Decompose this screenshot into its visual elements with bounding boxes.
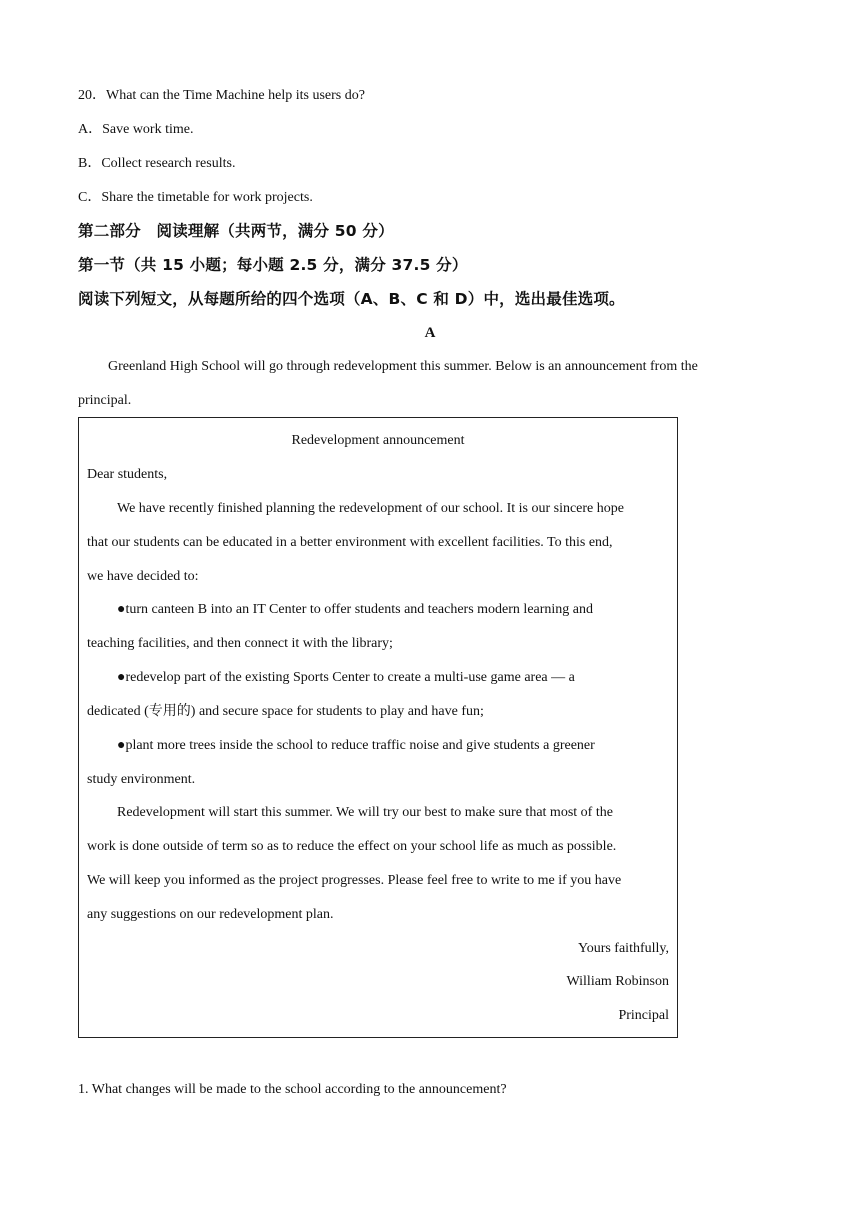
announcement-line: dedicated (专用的) and secure space for students to play and have fun; xyxy=(87,704,484,719)
announcement-bullet-trees: ●plant more trees inside the school to reduce traffic noise and give students a greener xyxy=(117,738,595,753)
subsection-heading: 第一节（共 15 小题；每小题 2.5 分，满分 37.5 分） xyxy=(78,256,468,274)
part-heading: 第二部分 阅读理解（共两节，满分 50 分） xyxy=(78,222,394,240)
announcement-line: study environment. xyxy=(87,772,196,787)
announcement-line: work is done outside of term so as to reduce the effect on your school life as much as possible. xyxy=(87,839,617,854)
announcement-line: that our students can be educated in a better environment with excellent facilities. To this end, xyxy=(87,535,613,550)
passage-label: A xyxy=(424,325,436,341)
announcement-bullet-it-center: ●turn canteen B into an IT Center to offer students and teachers modern learning and xyxy=(117,602,594,617)
announcement-title: Redevelopment announcement xyxy=(291,433,465,448)
announcement-salutation: Dear students, xyxy=(87,467,168,482)
announcement-line: Redevelopment will start this summer. We will try our best to make sure that most of the xyxy=(117,805,613,820)
question-20-option-b: B．Collect research results. xyxy=(78,156,236,171)
intro-line-1: Greenland High School will go through redevelopment this summer. Below is an announcement from the xyxy=(108,359,698,374)
instruction: 阅读下列短文，从每题所给的四个选项（A、B、C 和 D）中，选出最佳选项。 xyxy=(78,290,625,308)
question-20-stem: 20．What can the Time Machine help its users do? xyxy=(78,88,365,103)
announcement-line: We will keep you informed as the project progresses. Please feel free to write to me if you have xyxy=(87,873,622,888)
signature-name: William Robinson xyxy=(566,974,669,989)
question-1-stem: 1. What changes will be made to the school according to the announcement? xyxy=(78,1082,507,1097)
announcement-line: we have decided to: xyxy=(87,569,199,584)
announcement-line: any suggestions on our redevelopment plan. xyxy=(87,907,334,922)
announcement-line: We have recently finished planning the redevelopment of our school. It is our sincere hope xyxy=(117,501,624,516)
announcement-bullet-sports-center: ●redevelop part of the existing Sports Center to create a multi-use game area — a xyxy=(117,670,575,685)
question-20-option-c: C．Share the timetable for work projects. xyxy=(78,190,313,205)
announcement-line: teaching facilities, and then connect it with the library; xyxy=(87,636,393,651)
announcement-box xyxy=(78,417,678,1038)
question-20-option-a: A．Save work time. xyxy=(78,122,194,137)
announcement-closing: Yours faithfully, xyxy=(577,941,669,956)
intro-line-2: principal. xyxy=(78,393,132,408)
signature-title: Principal xyxy=(618,1008,669,1023)
